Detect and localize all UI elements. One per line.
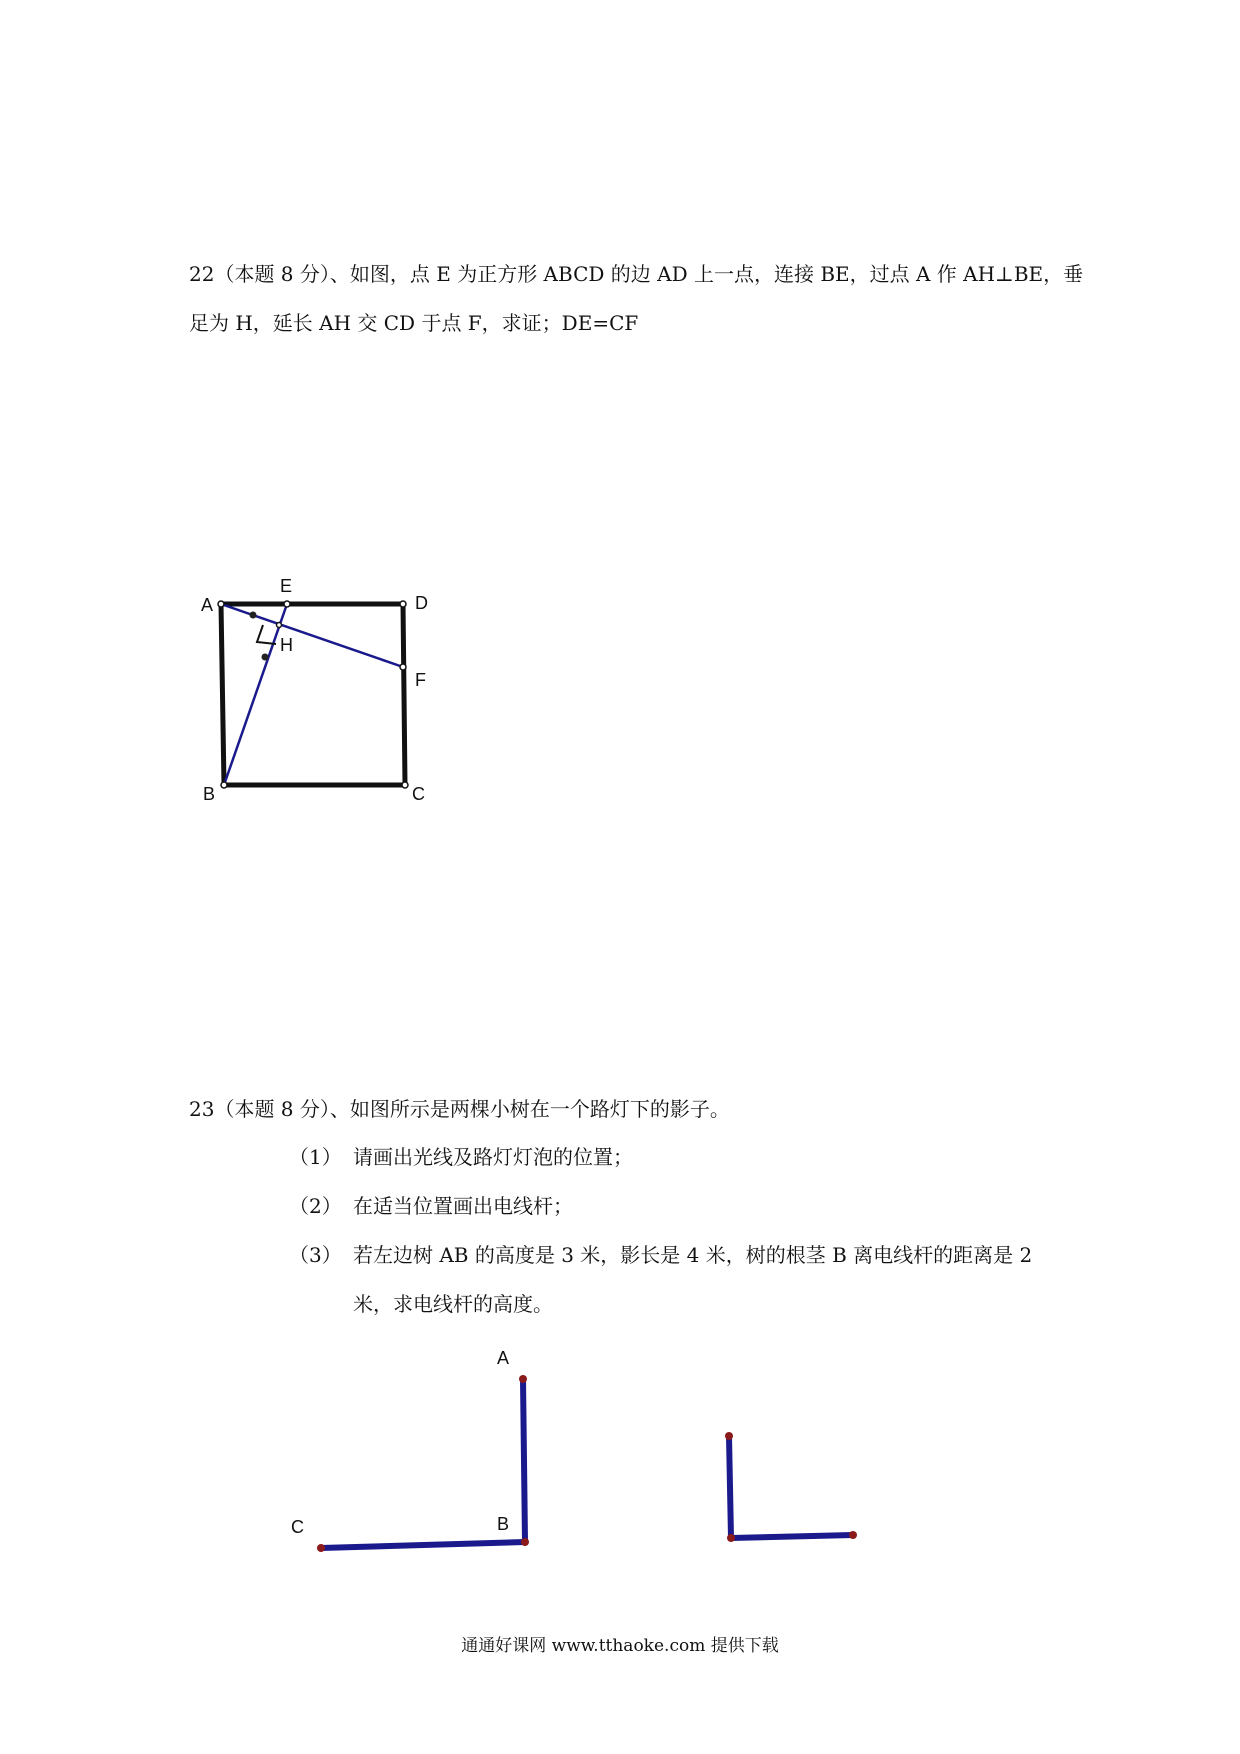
q22-text-line1: 22（本题 8 分）、如图，点 E 为正方形 ABCD 的边 AD 上一点，连接 BE，过点 A 作 AH⊥BE，垂: [189, 262, 1084, 286]
q23-item-1-text: 请画出光线及路灯灯泡的位置；: [353, 1145, 633, 1169]
point-c: [402, 782, 408, 788]
right-tree: [729, 1436, 731, 1538]
point-a: [218, 601, 224, 607]
point-b: [521, 1538, 529, 1546]
label-e: E: [280, 576, 293, 596]
point-right-shadow-end: [849, 1531, 857, 1539]
q22-text-line2: 足为 H，延长 AH 交 CD 于点 F，求证；DE=CF: [189, 311, 639, 335]
label-c: C: [412, 784, 425, 804]
label-d: D: [415, 593, 428, 613]
point-a: [519, 1375, 527, 1383]
label-h: H: [280, 635, 293, 655]
q23-item-3-continuation: 米，求电线杆的高度。: [353, 1292, 553, 1316]
label-b: B: [203, 784, 216, 804]
label-c: C: [291, 1517, 304, 1537]
q23-figure: [291, 1348, 857, 1552]
point-mark: [250, 612, 257, 619]
label-a: A: [201, 595, 214, 615]
q23-item-3-text: 若左边树 AB 的高度是 3 米，影长是 4 米，树的根茎 B 离电线杆的距离是 2: [353, 1243, 1033, 1267]
point-e: [284, 601, 290, 607]
square-abcd: [221, 604, 405, 785]
q23-item-3-number: （3）: [289, 1243, 342, 1267]
tree-ab: [523, 1379, 525, 1542]
q23-item-1-number: （1）: [289, 1145, 342, 1169]
shadow-bc: [321, 1542, 525, 1548]
q22-figure: [201, 576, 428, 804]
q23-item-2-text: 在适当位置画出电线杆；: [353, 1194, 573, 1218]
point-h: [277, 623, 282, 628]
label-f: F: [415, 670, 426, 690]
segment-af: [221, 604, 403, 667]
page-footer: 通通好课网 www.tthaoke.com 提供下载: [461, 1636, 779, 1656]
label-b: B: [497, 1514, 510, 1534]
point-f: [400, 664, 406, 670]
q23-item-2-number: （2）: [289, 1194, 342, 1218]
point-d: [400, 601, 406, 607]
q23-title: 23（本题 8 分）、如图所示是两棵小树在一个路灯下的影子。: [189, 1097, 730, 1121]
point-c: [317, 1544, 325, 1552]
point-mark: [262, 654, 269, 661]
point-b: [221, 782, 227, 788]
point-right-base: [727, 1534, 735, 1542]
point-right-top: [725, 1432, 733, 1440]
label-a: A: [497, 1348, 510, 1368]
segment-be: [224, 604, 287, 785]
right-shadow: [731, 1535, 853, 1538]
